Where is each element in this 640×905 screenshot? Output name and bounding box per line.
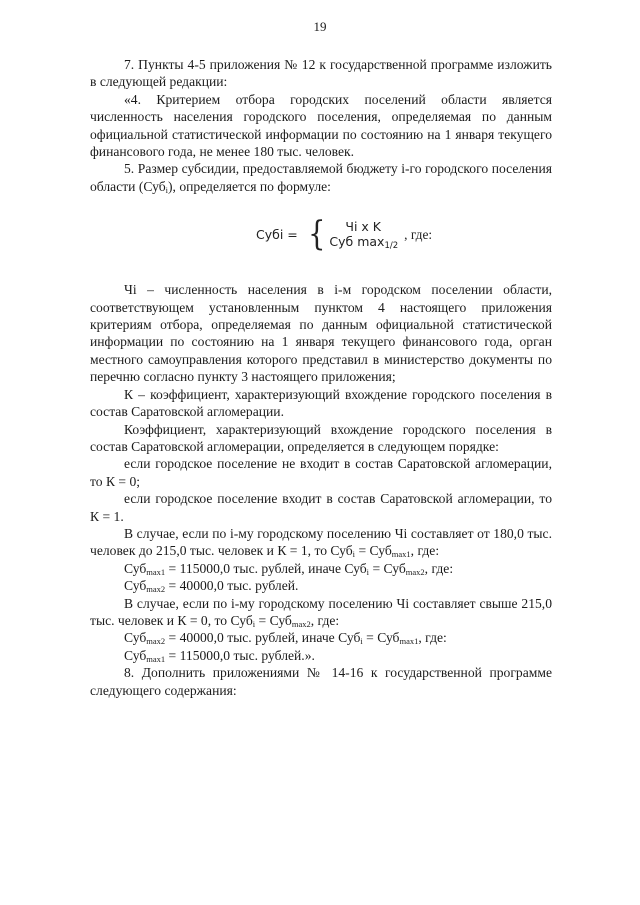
case-a-tail: , где:: [410, 543, 440, 559]
subsidy-formula: [256, 214, 433, 255]
paragraph-case-a: [90, 525, 552, 560]
case-b-tail: , где:: [310, 612, 340, 628]
formula-case-2: [329, 234, 399, 252]
text: Суб: [124, 647, 147, 663]
formula-case-2-text: Суб max: [329, 234, 385, 250]
subscript: i: [352, 549, 356, 560]
formula-tail: , где:: [404, 226, 433, 242]
paragraph-case-a-line2: [90, 560, 552, 577]
subscript: max2: [291, 618, 311, 629]
paragraph-item-8: 8. Дополнить приложениями № 14-16 к государственной программе следующего содержания:: [90, 665, 552, 698]
case-b-text: В случае, если по i-му городскому поселению Чi составляет свыше 215,0 тыс. человек и К = 0, то Суб: [90, 595, 552, 628]
paragraph-chi-definition: Чi – численность населения в i-м городском поселении области, соответствующем установленным пунктом 4 настоящего приложения критериям отбора, определяемая по данным официальной статистической информации по состоянию на 1 января текущего финансового года, орган местного самоуправления которого представил в министерство документы по перечню согласно пункту 3 настоящего приложения;: [90, 282, 552, 385]
subscript: max1: [399, 636, 419, 647]
paragraph-k-zero: если городское поселение не входит в состав Саратовской агломерации, то К = 0;: [90, 456, 552, 489]
paragraph-subsidy-tail: ), определяется по формуле:: [168, 178, 331, 194]
subscript: max2: [146, 584, 166, 595]
paragraph-criterion-4: «4. Критерием отбора городских поселений области является численность населения городского поселения, определяемая по данным официальной статистической информации по состоянию на 1 января текущего финансового года, не менее 180 тыс. человек.: [90, 91, 552, 160]
formula-lhs: Субi =: [256, 226, 298, 242]
text: , где:: [418, 630, 447, 646]
subscript: max2: [146, 636, 166, 647]
text: = 40000,0 тыс. рублей.: [165, 578, 299, 594]
subscript: max1: [146, 566, 166, 577]
text: Суб: [124, 578, 147, 594]
subscript: i: [165, 184, 169, 195]
text: = Суб: [362, 630, 400, 646]
text: = 115000,0 тыс. рублей.».: [165, 647, 315, 663]
formula-cases: [329, 219, 399, 252]
paragraph-k-one: если городское поселение входит в состав Саратовской агломерации, то К = 1.: [90, 491, 552, 524]
paragraph-k-order: Коэффициент, характеризующий вхождение городского поселения в состав Саратовской агломерации, определяется в следующем порядке:: [90, 421, 552, 454]
formula-case-1: Чi x K: [345, 219, 381, 235]
document-body: [90, 56, 552, 699]
paragraph-subsidy-text: 5. Размер субсидии, предоставляемой бюджету i-го городского поселения области (Суб: [90, 161, 552, 194]
subscript: max2: [405, 566, 425, 577]
paragraph-case-b-line3: [90, 647, 552, 664]
subscript: i: [360, 636, 363, 647]
text: = 40000,0 тыс. рублей, иначе Суб: [165, 630, 361, 646]
text: , где:: [424, 560, 454, 576]
paragraph-case-a-line3: [90, 577, 552, 594]
subscript: 1/2: [384, 241, 399, 252]
subscript: max1: [146, 653, 166, 664]
paragraph-k-definition: К – коэффициент, характеризующий вхождение городского поселения в состав Саратовской агломерации.: [90, 386, 552, 420]
paragraph-case-b: [90, 595, 552, 630]
text: = 115000,0 тыс. рублей, иначе Суб: [165, 560, 367, 576]
subscript: i: [252, 618, 256, 629]
text: = Суб: [369, 560, 406, 576]
subscript: i: [366, 566, 370, 577]
case-a-text: В случае, если по i-му городскому поселению Чi составляет от 180,0 тыс. человек до 215,0 тыс. человек и К = 1, то Суб: [90, 525, 552, 559]
paragraph-item-7: 7. Пункты 4-5 приложения № 12 к государственной программе изложить в следующей редакции:: [90, 57, 552, 90]
paragraph-subsidy-5: [90, 160, 552, 195]
text: Суб: [124, 560, 147, 576]
text: Суб: [124, 630, 147, 646]
case-a-mid: = Суб: [355, 543, 392, 559]
formula-block: [90, 195, 552, 281]
case-b-mid: = Суб: [255, 612, 292, 628]
page-number: 19: [313, 19, 327, 34]
paragraph-case-b-line2: [90, 629, 552, 646]
subscript: max1: [391, 549, 411, 560]
left-brace-icon: {: [307, 214, 326, 255]
